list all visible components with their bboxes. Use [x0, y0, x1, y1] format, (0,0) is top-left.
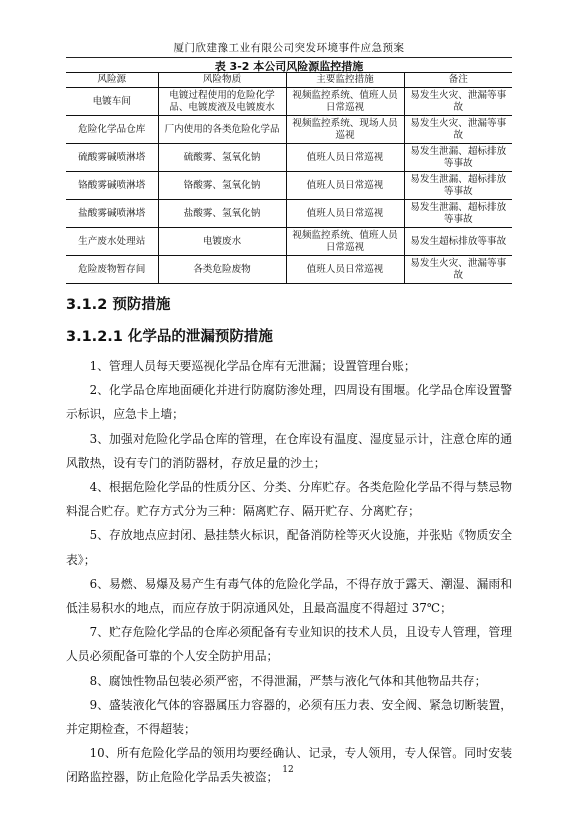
table-cell: 硫酸雾碱喷淋塔 [66, 144, 158, 172]
paragraph: 5、存放地点应封闭、悬挂禁火标识，配备消防栓等灭火设施，并张贴《物质安全表》； [66, 528, 512, 567]
paragraph: 10、所有危险化学品的领用均要经确认、记录，专人领用，专人保管。同时安装闭路监控器，防止危险化学品丢失被盗； [66, 746, 512, 785]
table-cell: 盐酸雾碱喷淋塔 [66, 200, 158, 228]
subsection-heading: 3.1.2.1 化学品的泄漏预防措施 [66, 329, 273, 345]
paragraph: 1、管理人员每天要巡视化学品仓库有无泄漏；设置管理台账； [89, 359, 416, 373]
table-cell: 值班人员日常巡视 [286, 256, 404, 284]
paragraph: 8、腐蚀性物品包装必须严密，不得泄漏，严禁与液化气体和其他物品共存； [89, 673, 487, 688]
section-heading: 3.1.2 预防措施 [66, 297, 171, 313]
table-cell: 值班人员日常巡视 [286, 144, 404, 172]
table-cell: 铬酸雾碱喷淋塔 [66, 172, 158, 200]
table-cell: 危险化学品仓库 [66, 116, 158, 144]
paragraph: 4、根据危险化学品的性质分区、分类、分库贮存。各类危险化学品不得与禁忌物料混合贮存。贮存方式分为三种：隔离贮存、隔开贮存、分离贮存； [66, 480, 512, 519]
column-header: 主要监控措施 [286, 73, 404, 88]
table-cell: 电镀车间 [66, 88, 158, 116]
table-cell: 电镀过程使用的危险化学品、电镀废液及电镀废水 [158, 88, 286, 116]
table-cell: 视频监控系统、值班人员日常巡视 [286, 228, 404, 256]
table-cell: 易发生火灾、泄漏等事故 [404, 88, 512, 116]
page-number: 12 [282, 765, 294, 775]
table-row [66, 172, 512, 200]
table-cell: 各类危险废物 [158, 256, 286, 284]
table-row [66, 200, 512, 228]
table-row [66, 88, 512, 116]
table-header-row [66, 73, 512, 88]
table-cell: 易发生泄漏、超标排放等事故 [404, 144, 512, 172]
table-cell: 值班人员日常巡视 [286, 172, 404, 200]
table-cell: 易发生泄漏、超标排放等事故 [404, 172, 512, 200]
column-header: 备注 [404, 73, 512, 88]
body-text [66, 354, 512, 790]
table-cell: 铬酸雾、氢氧化钠 [158, 172, 286, 200]
table-cell: 视频监控系统、现场人员巡视 [286, 116, 404, 144]
table-cell: 易发生超标排放等事故 [404, 228, 512, 256]
risk-source-table [66, 72, 512, 284]
table-cell: 值班人员日常巡视 [286, 200, 404, 228]
table-row [66, 116, 512, 144]
table-cell: 厂内使用的各类危险化学品 [158, 116, 286, 144]
table-cell: 生产废水处理站 [66, 228, 158, 256]
column-header: 风险物质 [158, 73, 286, 88]
table-cell: 易发生泄漏、超标排放等事故 [404, 200, 512, 228]
table-cell: 视频监控系统、值班人员日常巡视 [286, 88, 404, 116]
table-cell: 盐酸雾、氢氧化钠 [158, 200, 286, 228]
table-row [66, 228, 512, 256]
table-cell: 硫酸雾、氢氧化钠 [158, 144, 286, 172]
paragraph: 7、贮存危险化学品的仓库必须配备有专业知识的技术人员，且设专人管理，管理人员必须配备可靠的个人安全防护用品； [66, 625, 512, 664]
table-cell: 危险废物暂存间 [66, 256, 158, 284]
column-header: 风险源 [66, 73, 158, 88]
page-header: 厦门欣建豫工业有限公司突发环境事件应急预案 [173, 42, 405, 54]
table-caption: 表 3-2 本公司风险源监控措施 [214, 60, 364, 73]
table-cell: 易发生火灾、泄漏等事故 [404, 116, 512, 144]
paragraph: 3、加强对危险化学品仓库的管理，在仓库设有温度、湿度显示计，注意仓库的通风散热，设有专门的消防器材，存放足量的沙土； [66, 431, 512, 470]
table-cell: 易发生火灾、泄漏等事故 [404, 256, 512, 284]
table-cell: 电镀废水 [158, 228, 286, 256]
table-row [66, 144, 512, 172]
table-row [66, 256, 512, 284]
paragraph: 2、化学品仓库地面硬化并进行防腐防渗处理，四周设有围堰。化学品仓库设置警示标识，应急卡上墙； [66, 383, 512, 422]
paragraph: 9、盛装液化气体的容器属压力容器的，必须有压力表、安全阀、紧急切断装置，并定期检查，不得超装； [66, 697, 512, 737]
paragraph: 6、易燃、易爆及易产生有毒气体的危险化学品，不得存放于露天、潮湿、漏雨和低洼易积水的地点，而应存放于阴凉通风处，且最高温度不得超过 37℃； [66, 576, 512, 616]
